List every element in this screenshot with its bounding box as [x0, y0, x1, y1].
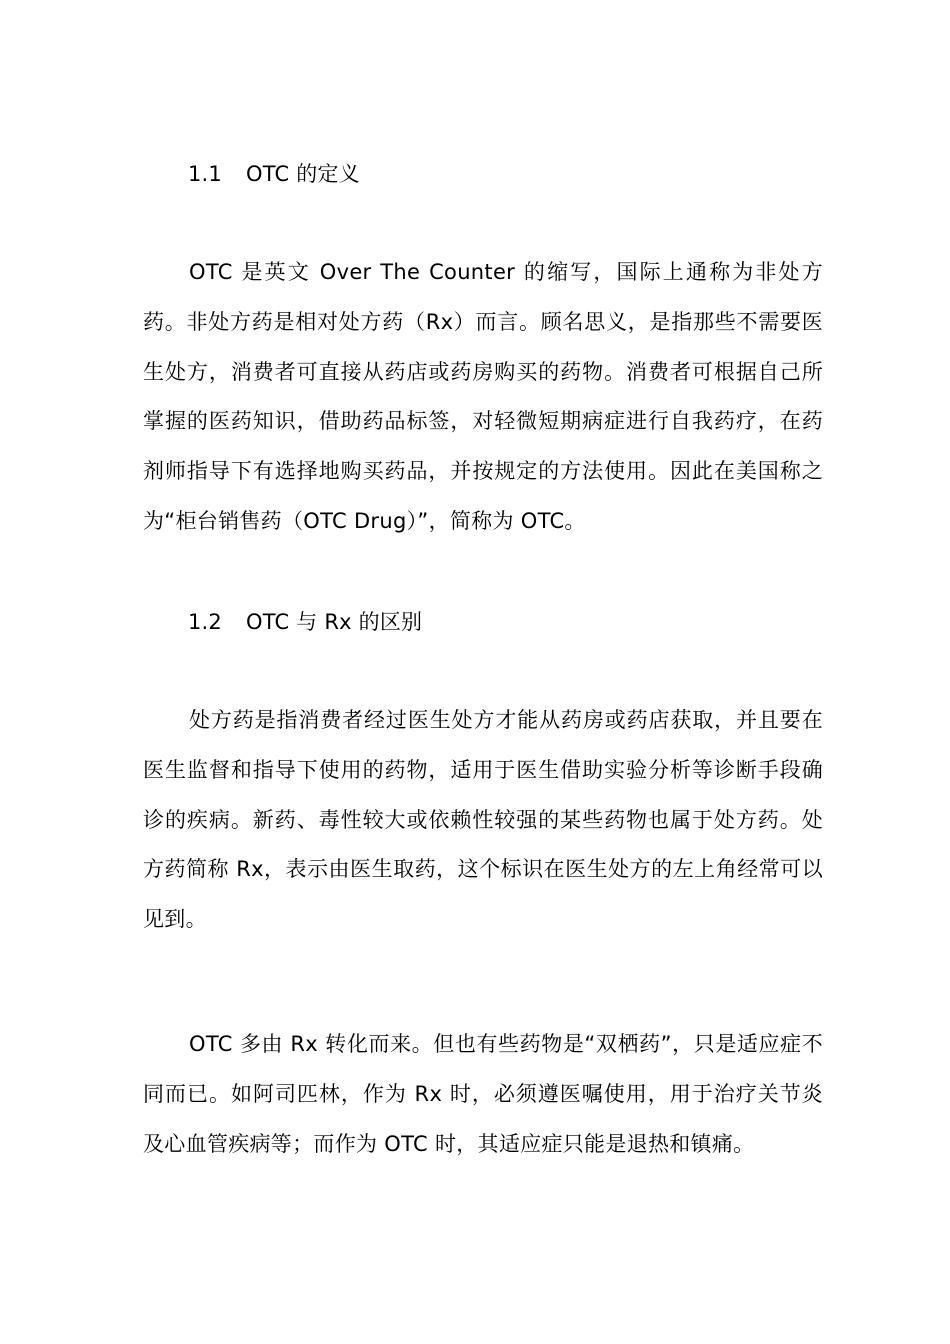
section-title: OTC 的定义	[246, 162, 360, 186]
paragraph: 处方药是指消费者经过医生处方才能从药房或药店获取，并且要在医生监督和指导下使用的药物，适用于医生借助实验分析等诊断手段确诊的疾病。新药、毒性较大或依赖性较强的某些药物也属于处方药。处方药简称 Rx，表示由医生取药，这个标识在医生处方的左上角经常可以见到。	[143, 708, 823, 932]
section-heading	[188, 607, 422, 637]
paragraph: OTC 是英文 Over The Counter 的缩写，国际上通称为非处方药。非处方药是相对处方药（Rx）而言。顾名思义，是指那些不需要医生处方，消费者可直接从药店或药房购买的药物。消费者可根据自己所掌握的医药知识，借助药品标签，对轻微短期病症进行自我药疗，在药剂师指导下有选择地购买药品，并按规定的方法使用。因此在美国称之为“柜台销售药（OTC Drug）”，简称为 OTC。	[143, 260, 823, 533]
section-number: 1.2	[188, 610, 222, 634]
paragraph: OTC 多由 Rx 转化而来。但也有些药物是“双栖药”，只是适应症不同而已。如阿司匹林，作为 Rx 时，必须遵医嘱使用，用于治疗关节炎及心血管疾病等；而作为 OTC 时，其适应症只能是退热和镇痛。	[143, 1032, 823, 1156]
section-heading	[188, 159, 360, 189]
section-title: OTC 与 Rx 的区别	[246, 610, 423, 634]
section-number: 1.1	[188, 162, 222, 186]
